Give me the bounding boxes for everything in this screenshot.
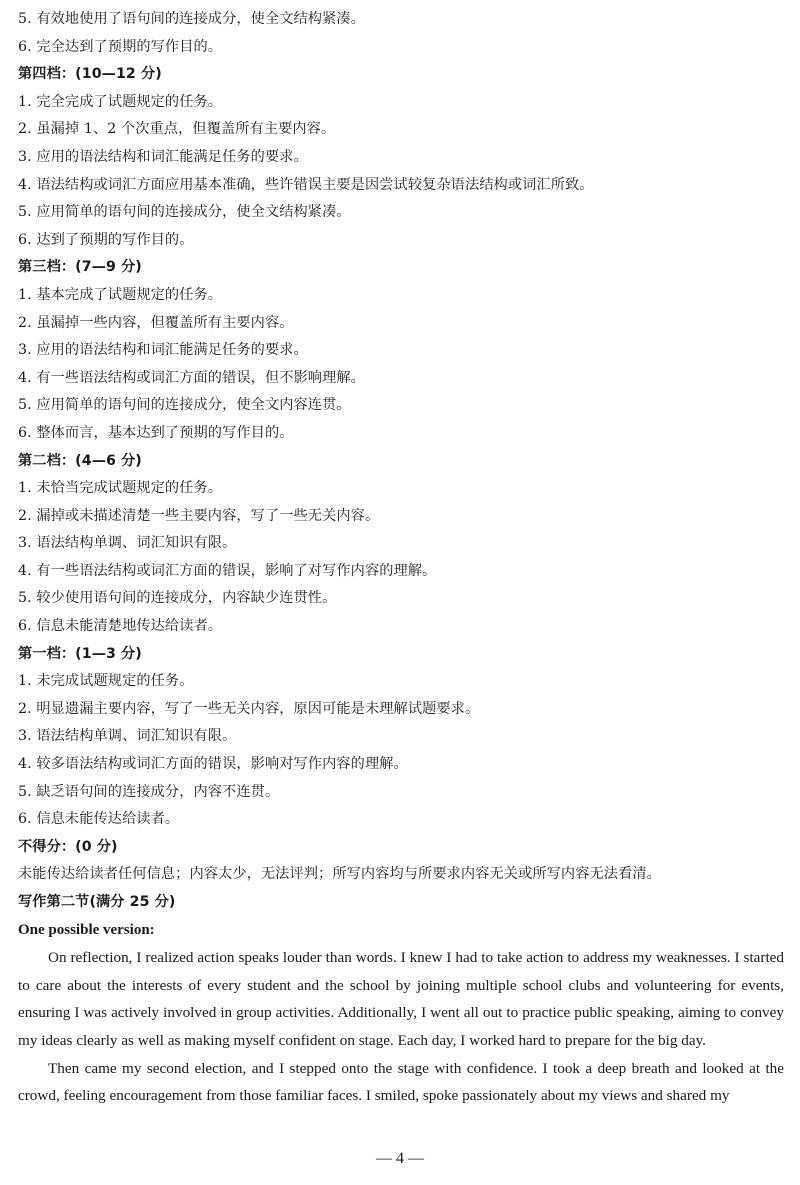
criteria-item: 5. 有效地使用了语句间的连接成分，使全文结构紧凑。 [18,11,365,27]
criteria-item: 6. 信息未能清楚地传达给读者。 [18,618,223,635]
sample-essay [18,944,784,1110]
criteria-item: 2. 虽漏掉 1、2 个次重点，但覆盖所有主要内容。 [18,121,336,138]
criteria-item: 5. 应用简单的语句间的连接成分，使全文内容连贯。 [18,397,351,414]
band-heading: 第四档：(10—12 分) [18,66,162,83]
band-heading: 第一档：(1—3 分) [18,645,142,662]
criteria-item: 2. 漏掉或未描述清楚一些主要内容，写了一些无关内容。 [18,507,380,524]
criteria-item: 6. 整体而言，基本达到了预期的写作目的。 [18,424,294,441]
essay-paragraph: Then came my second election, and I stepped onto the stage with confidence. I took a deep breath and looked at the crowd, feeling encouragement from those familiar faces. I smiled, spoke passionately about my views and shared my [18,1059,784,1105]
band-3 [18,254,784,447]
criteria-item: 4. 较多语法结构或词汇方面的错误，影响对写作内容的理解。 [18,756,408,773]
band-heading: 第三档：(7—9 分) [18,259,142,276]
section-heading: 写作第二节(满分 25 分) [18,894,176,910]
band-0 [18,834,784,889]
intro-criteria [18,6,784,61]
criteria-item: 1. 基本完成了试题规定的任务。 [18,286,223,303]
criteria-item: 5. 应用简单的语句间的连接成分，使全文结构紧凑。 [18,204,351,221]
criteria-item: 6. 达到了预期的写作目的。 [18,231,194,248]
criteria-item: 4. 有一些语法结构或词汇方面的错误，但不影响理解。 [18,369,365,386]
criteria-item: 4. 语法结构或词汇方面应用基本准确，些许错误主要是因尝试较复杂语法结构或词汇所致。 [18,176,594,193]
criteria-item: 1. 未恰当完成试题规定的任务。 [18,480,223,497]
criteria-item: 4. 有一些语法结构或词汇方面的错误，影响了对写作内容的理解。 [18,562,437,579]
band-2 [18,448,784,641]
page-number: — 4 — [376,1150,424,1167]
writing-section-2 [18,889,784,1110]
criteria-item: 2. 虽漏掉一些内容，但覆盖所有主要内容。 [18,314,294,331]
document-page [18,6,784,1110]
band-heading: 第二档：(4—6 分) [18,452,142,469]
criteria-item: 3. 应用的语法结构和词汇能满足任务的要求。 [18,342,308,359]
band-heading: 不得分：(0 分) [18,838,118,855]
criteria-item: 5. 较少使用语句间的连接成分，内容缺少连贯性。 [18,590,337,607]
criteria-item: 3. 语法结构单调、词汇知识有限。 [18,728,237,745]
band-1 [18,641,784,834]
essay-paragraph: On reflection, I realized action speaks louder than words. I knew I had to take action to address my weaknesses. I started to care about the interests of every student and the school by joining multiple school clubs and volunteering for events, ensuring I was actively involved in group activities. Additionally, I went all out to practice public speaking, aiming to convey my ideas clearly as well as making myself confident on stage. Each day, I worked hard to prepare for the big day. [18,949,784,1049]
criteria-item: 3. 应用的语法结构和词汇能满足任务的要求。 [18,148,308,165]
criteria-item: 6. 完全达到了预期的写作目的。 [18,38,223,55]
criteria-item: 6. 信息未能传达给读者。 [18,811,180,828]
criteria-item: 5. 缺乏语句间的连接成分，内容不连贯。 [18,783,280,800]
band-4 [18,61,784,254]
criteria-item: 1. 未完成试题规定的任务。 [18,673,194,690]
criteria-item: 3. 语法结构单调、词汇知识有限。 [18,535,237,552]
criteria-item: 2. 明显遗漏主要内容，写了一些无关内容，原因可能是未理解试题要求。 [18,700,480,717]
version-label: One possible version: [18,921,155,938]
criteria-item: 1. 完全完成了试题规定的任务。 [18,93,223,110]
criteria-item: 未能传达给读者任何信息；内容太少，无法评判；所写内容均与所要求内容无关或所写内容无法看清。 [18,866,661,883]
